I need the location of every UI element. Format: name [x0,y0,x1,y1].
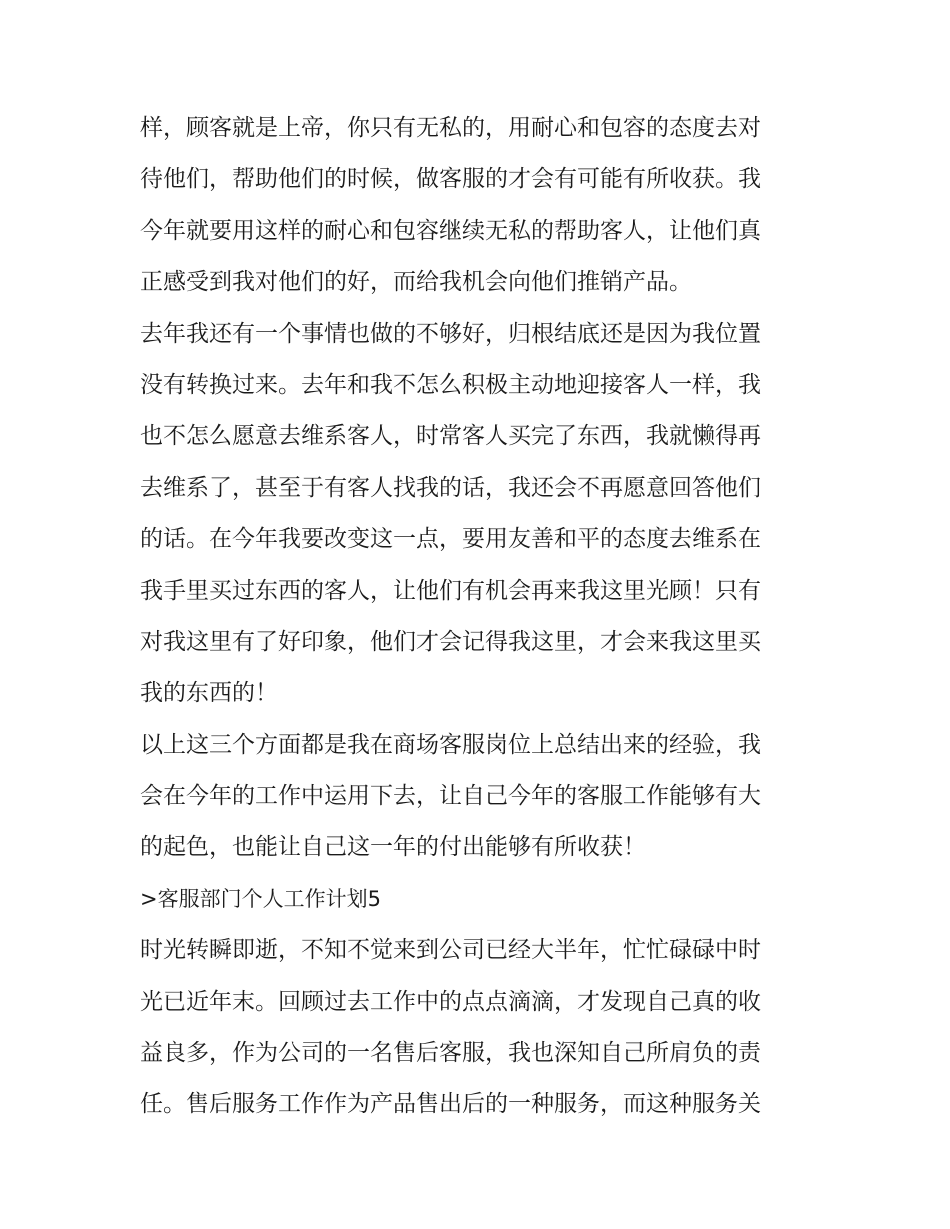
text-line: 样，顾客就是上帝，你只有无私的，用耐心和包容的态度去对 [140,115,761,141]
text-line: 任。售后服务工作作为产品售出后的一种服务，而这种服务关 [140,1091,761,1118]
text-line: 我手里买过东西的客人，让他们有机会再来我这里光顾！只有 [140,577,761,604]
document-body [140,103,815,1131]
text-line: 去年我还有一个事情也做的不够好，归根结底还是因为我位置 [140,320,761,347]
text-line: 的起色，也能让自己这一年的付出能够有所收获！ [140,834,646,861]
text-line: 我的东西的！ [140,680,278,707]
text-line: 没有转换过来。去年和我不怎么积极主动地迎接客人一样，我 [140,371,761,398]
text-line: 以上这三个方面都是我在商场客服岗位上总结出来的经验，我 [140,731,761,758]
text-line: 今年就要用这样的耐心和包容继续无私的帮助客人，让他们真 [140,217,761,244]
text-line: 益良多，作为公司的一名售后客服，我也深知自己所肩负的责 [140,1040,761,1067]
text-line: 的话。在今年我要改变这一点，要用友善和平的态度去维系在 [140,526,761,553]
text-line: 会在今年的工作中运用下去，让自己今年的客服工作能够有大 [140,783,761,810]
text-line: 对我这里有了好印象，他们才会记得我这里，才会来我这里买 [140,628,761,655]
text-line: 光已近年末。回顾过去工作中的点点滴滴，才发现自己真的收 [140,988,761,1015]
section-heading: >客服部门个人工作计划5 [140,886,381,911]
text-line: 时光转瞬即逝，不知不觉来到公司已经大半年，忙忙碌碌中时 [140,937,761,964]
text-line: 也不怎么愿意去维系客人，时常客人买完了东西，我就懒得再 [140,423,761,450]
text-line: 正感受到我对他们的好，而给我机会向他们推销产品。 [140,269,692,296]
text-line: 待他们，帮助他们的时候，做客服的才会有可能有所收获。我 [140,166,761,193]
text-line: 去维系了，甚至于有客人找我的话，我还会不再愿意回答他们 [140,474,761,501]
